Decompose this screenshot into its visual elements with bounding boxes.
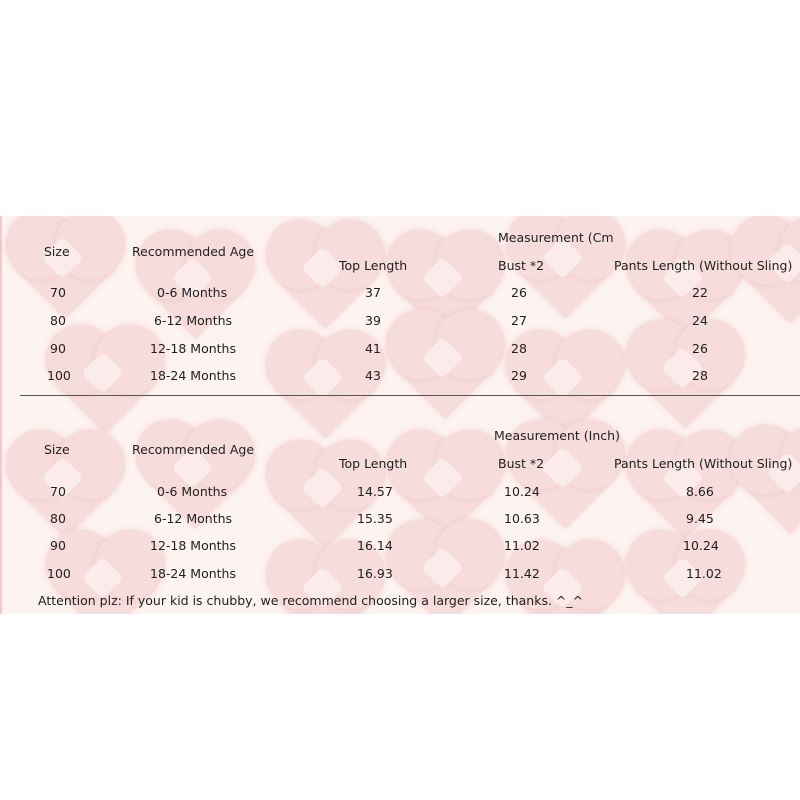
size-chart	[0, 216, 800, 614]
table-cell: 11.02	[504, 538, 540, 553]
header-recommended-age: Recommended Age	[132, 244, 255, 259]
table-cell: 39	[365, 313, 381, 328]
header-top-length: Top Length	[339, 456, 408, 471]
table-cell: 26	[692, 341, 708, 356]
table-cell: 28	[511, 341, 527, 356]
cm-group-label: Measurement (Cm	[498, 230, 614, 245]
table-cell: 26	[511, 285, 527, 300]
table-cell: 16.93	[357, 566, 393, 581]
table-cell: 29	[511, 368, 527, 383]
inch-group-label: Measurement (Inch)	[494, 428, 620, 443]
header-pants-length: Pants Length (Without Sling)	[614, 258, 793, 273]
heart-icon	[382, 286, 521, 425]
table-cell: 100	[47, 368, 71, 383]
header-bust: Bust *2	[498, 258, 545, 273]
table-cell: 11.02	[686, 566, 722, 581]
table-divider	[20, 395, 800, 396]
table-cell: 100	[47, 566, 71, 581]
table-cell: 10.24	[504, 484, 540, 499]
header-size: Size	[44, 244, 70, 259]
table-cell: 8.66	[686, 484, 714, 499]
table-cell: 11.42	[504, 566, 540, 581]
attention-note: Attention plz: If your kid is chubby, we recommend choosing a larger size, thanks. ^_^	[38, 593, 584, 608]
table-cell: 10.63	[504, 511, 540, 526]
table-cell: 28	[692, 368, 708, 383]
header-bust: Bust *2	[498, 456, 545, 471]
table-cell: 6-12 Months	[154, 511, 233, 526]
table-cell: 37	[365, 285, 381, 300]
table-cell: 0-6 Months	[157, 285, 228, 300]
table-cell: 90	[50, 538, 66, 553]
table-cell: 80	[50, 511, 66, 526]
table-cell: 0-6 Months	[157, 484, 228, 499]
table-cell: 18-24 Months	[150, 368, 236, 383]
table-cell: 9.45	[686, 511, 714, 526]
table-cell: 18-24 Months	[150, 566, 236, 581]
table-cell: 16.14	[357, 538, 393, 553]
header-recommended-age: Recommended Age	[132, 442, 255, 457]
header-top-length: Top Length	[339, 258, 408, 273]
table-cell: 12-18 Months	[150, 341, 236, 356]
heart-icon	[2, 216, 141, 324]
table-cell: 41	[365, 341, 381, 356]
table-cell: 24	[692, 313, 708, 328]
table-cell: 27	[511, 313, 527, 328]
table-cell: 80	[50, 313, 66, 328]
table-cell: 10.24	[683, 538, 719, 553]
table-cell: 43	[365, 368, 381, 383]
table-cell: 90	[50, 341, 66, 356]
header-size: Size	[44, 442, 70, 457]
heart-pattern-background	[2, 216, 800, 614]
header-pants-length: Pants Length (Without Sling)	[614, 456, 793, 471]
table-cell: 14.57	[357, 484, 393, 499]
table-cell: 15.35	[357, 511, 393, 526]
table-cell: 12-18 Months	[150, 538, 236, 553]
table-cell: 6-12 Months	[154, 313, 233, 328]
table-cell: 70	[50, 285, 66, 300]
table-cell: 70	[50, 484, 66, 499]
table-cell: 22	[692, 285, 708, 300]
